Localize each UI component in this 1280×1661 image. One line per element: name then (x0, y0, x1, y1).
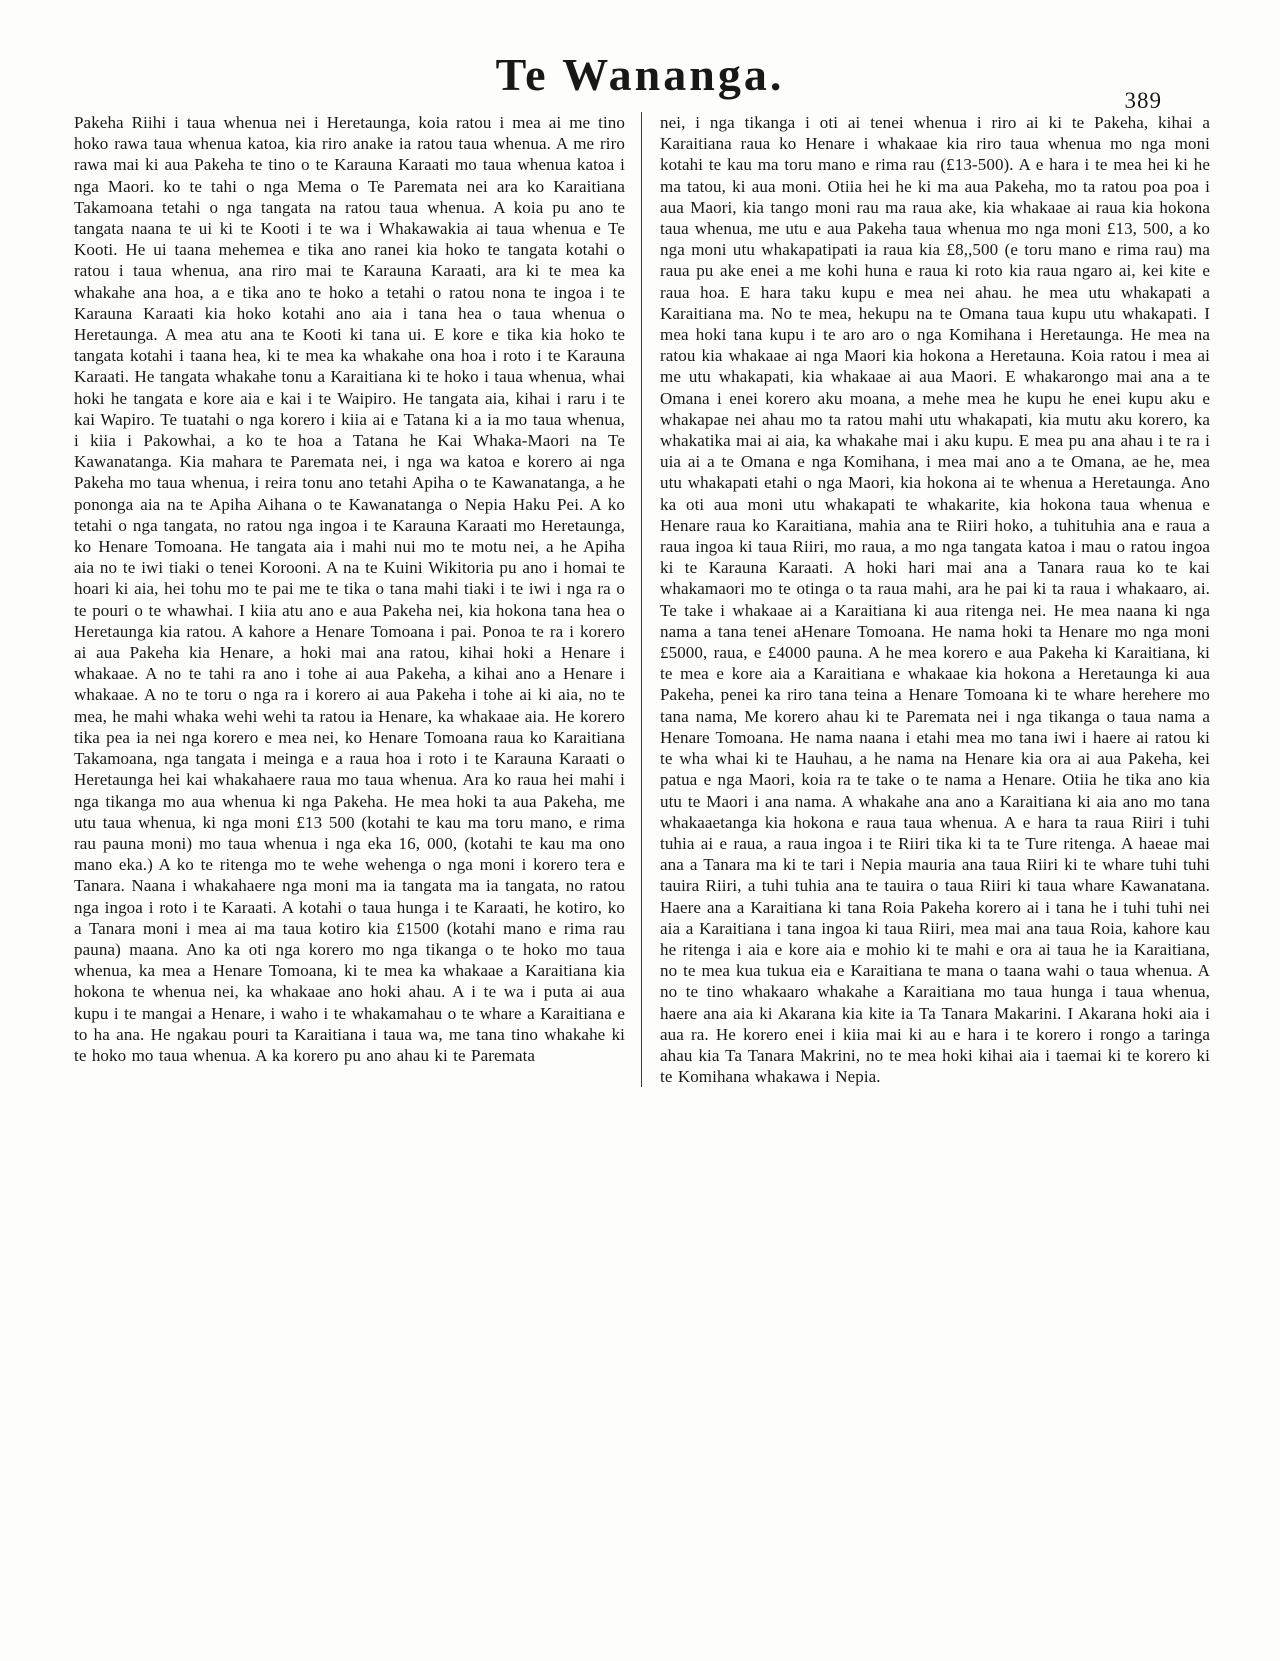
page-title: Te Wananga. (495, 49, 785, 100)
page-number: 389 (1124, 88, 1162, 113)
column-right: nei, i nga tikanga i oti ai tenei whenua i riro ai ki te Pakeha, kihai a Karaitiana raua ko Henare i whakaae kia riro taua whenua mo nga moni kotahi te kau ma toru mano e rima rau (£13-500). A e hara i te mea hei ki he ma tatou, ki aua moni. Otiia hei he ki ma aua Pakeha, mo ta ratou poa poa i aua Maori, kia tango moni rau ma raua ake, kia whakaae ai raua kia hokona taua whenua, me utu e aua Pakeha taua whenua mo nga moni £13, 500, a ko nga moni utu whakapatipati ia raua kia £8,,500 (e toru mano e rima rau) ma raua pu ake enei a me kohi huna e raua ki roto kia raua ngaro ai, kei kite e raua hoa. E hara taku kupu e mea nei ahau. he mea utu whakapati a Karaitiana ma. No te mea, hekupu na te Omana taua kupu utu whakapati. I mea hoki tana kupu i te aro aro o nga Komihana i Heretaunga. He mea na ratou kia whakaae ai nga Maori kia hokona a Heretauna. Koia ratou i mea ai me utu whakapati, kia whakaae ai aua Maori. E whakarongo mai ana a te Omana i enei korero aku moana, a mehe mea he kupu he enei kupu aku e whakapae nei ahau mo ta ratou mahi utu whakapati, kia mutu aku korero, ka whakatika mai ai aia, ka whakahe mai i aku kupu. E mea pu ana ahau i te ra i uia ai a te Omana e nga Komihana, i mea mai ano a te Omana, ae he, mea utu whakapati etahi o nga Maori, kia hokona ai te whenua a Heretaunga. Ano ka oti aua moni utu whakapati te whakarite, kia hokona taua whenua e Henare raua ko Karaitiana, mahia ana te Riiri hoko, a tuhituhia ana e raua a raua ingoa ki taua Riiri, mo raua, a mo nga tangata katoa i mau o ratou ingoa ki te Karauna Karaati. A hoki hari mai ana a Tanara raua ko te kai whakamaori mo te otinga o ta raua mahi, ara he pai ki ta raua i whakaaro, ai. Te take i whakaae ai a Karaitiana ki aua ritenga nei. He mea naana ki nga nama a tana tenei aHenare Tomoana. He nama hoki ta Henare mo nga moni £5000, raua, e £4000 pauna. A he mea korero e aua Pakeha ki Karaitiana, ki te mea e kore aia a Karaitiana e whakaae kia hokona a Heretaunga ki aua Pakeha, penei ka riro tana teina a Henare Tomoana ki te whare herehere mo tana nama, Me korero ahau ki te Paremata nei i nga tikanga o taua nama a Henare Tomoana. He nama naana i etahi mea mo tana iwi i haere ai ratou ki te wha whai ki te Hauhau, a he nama na Henare kia ora ai aua Pakeha, kei patua e nga Maori, koia ra te take o te nama a Henare. Otiia he tika ano kia utu te Maori i ana nama. A whakahe ana ano a Karaitiana ki aia ano mo tana whakaaetanga kia hokona e raua taua whenua. A e hara ta raua Riiri i tuhi tuhia ai e raua, a raua ingoa i te Riiri tika ki ta te Ture ritenga. A haeae mai ana a Tanara ma ki te tari i Nepia mauria ana taua Riiri ki te whare tuhi tuhi tauira Riiri, a tuhi tuhia ana te tauira o taua Riiri ki taua whare Kawanatana. Haere ana a Karaitiana ki tana Roia Pakeha korero ai i tana he i tuhi tuhi nei aia a Karaitiana i tana ingoa ki taua Riiri, mea mai ana taua Roia, kahore kau he ritenga i aia e kore aia e mohio ki te mahi e ora ai taua he ia Karaitiana, no te mea kua tukua eia e Karaitiana te mana o taana wahi o taua whenua. A no te tino whakaaro whakahe a Karaitiana mo taua hunga i taua whenua, haere ana aia ki Akarana kia kite ia Ta Tanara Makarini. I Akarana hoki aia i aua ra. He korero enei i kiia mai ki au e hara i te korero i rongo a taringa ahau kia Ta Tanara Makrini, no te mea hoki kihai aia i taemai ki te korero ki te Komihana whakawa i Nepia. (660, 113, 1210, 1087)
text-columns (0, 112, 1280, 1087)
column-left: Pakeha Riihi i taua whenua nei i Heretaunga, koia ratou i mea ai me tino hoko rawa taua whenua katoa, kia riro anake ia ratou taua whenua. A me riro rawa mai ki aua Pakeha te tino o te Karauna Karaati mo taua whenua katoa i nga Maori. ko te tahi o nga Mema o Te Paremata nei ara ko Karaitiana Takamoana tetahi o nga tangata na ratou taua whenua. A koia pu ano te tangata naana te ui ki te Kooti i te wa i Whakawakia ai taua whenua e Te Kooti. He ui taana mehemea e tika ano ranei kia hoko te tangata kotahi o ratou i taua whenua, ana riro mai te Karauna Karaati, ara ki te mea ka whakahe ana hoa, a e tika ano te hoko a tetahi o ratou nona te ingoa i te Karauna Karaati kia hoko kotahi ano aia i tana hea o taua whenua o Heretaunga. A mea atu ana te Kooti ki tana ui. E kore e tika kia hoko te tangata kotahi i taana hea, ki te mea ka whakahe ona hoa i roto i te Karauna Karaati. He tangata whakahe tonu a Karaitiana ki te hoko i taua whenua, whai hoki he tangata e kore aia e kai i te Waipiro. He tangata aia, kihai i raru i te kai Wapiro. Te tuatahi o nga korero i kiia ai e Tatana ki a ia mo taua whenua, i kiia i Pakowhai, a ko te hoa a Tatana he Kai Whaka-Maori na Te Kawanatanga. Kia mahara te Paremata nei, i nga wa katoa e korero ai nga Pakeha mo taua whenua, i reira tonu ano tetahi Apiha o te Kawanatanga, a he pononga aia na te Apiha Aihana o te Kawanatanga o Nepia Haku Pei. A ko tetahi o nga tangata, no ratou nga ingoa i te Karauna Karaati mo Heretaunga, ko Henare Tomoana. He tangata aia i mahi nui mo te motu nei, a he Apiha aia no te iwi tiaki o tenei Korooni. A na te Kuini Wikitoria pu ano i homai te hoari ki aia, hei tohu mo te pai me te tika o tana mahi tiaki i te iwi i nga ra o te pouri o te whawhai. I kiia atu ano e aua Pakeha nei, kia hokona tana hea o Heretaunga kia ratou. A kahore a Henare Tomoana i pai. Ponoa te ra i korero ai aua Pakeha kia Henare, a hoki mai ana ratou, kihai hoki a Henare i whakaae. A no te tahi ra ano i tohe ai aua Pakeha, a kihai ano a Henare i whakaae. A no te toru o nga ra i korero ai aua Pakeha i tohe ai ki aia, no te mea, he mahi whaka wehi wehi ta ratou ia Henare, ka whakaae aia. He korero tika pea ia nei nga korero e mea nei, ko Henare Tomoana raua ko Karaitiana Takamoana, nga tangata i meinga e a raua hoa i roto i te Karauna Karaati o Heretaunga hei kai whakahaere raua mo taua whenua. Ara ko raua hei mahi i nga tikanga mo aua whenua ki nga Pakeha. He mea hoki ta aua Pakeha, me utu taua whenua, ki nga moni £13 500 (kotahi te kau ma toru mano, e rima rau pauna moni) mo taua whenua i nga eka 16, 000, (kotahi te kau ma ono mano eka.) A ko te ritenga mo te wehe wehenga o nga moni i korero tera e Tanara. Naana i whakahaere nga moni ma ia tangata ma ia tangata, no ratou nga ingoa i roto i te Karaati. A kotahi o taua hunga i te Karaati, he kotiro, ko a Tanara moni i mea ai ma taua kotiro kia £1500 (kotahi mano e rima rau pauna) maana. Ano ka oti nga korero mo nga tikanga o te hoko mo taua whenua, ka mea a Henare Tomoana, ki te mea ka whakaae a Karaitiana kia hokona te whenua nei, ka whakaae ano hoki ahau. A i te wa i puta ai aua kupu i te mangai a Henare, i waho i te whakamahau o te whare a Karaitiana e to ha ana. He ngakau pouri ta Karaitiana i taua wa, me tana tino whakahe ki te hoko mo taua whenua. A ka korero pu ano ahau ki te Paremata (74, 112, 642, 1087)
masthead (0, 0, 1280, 98)
